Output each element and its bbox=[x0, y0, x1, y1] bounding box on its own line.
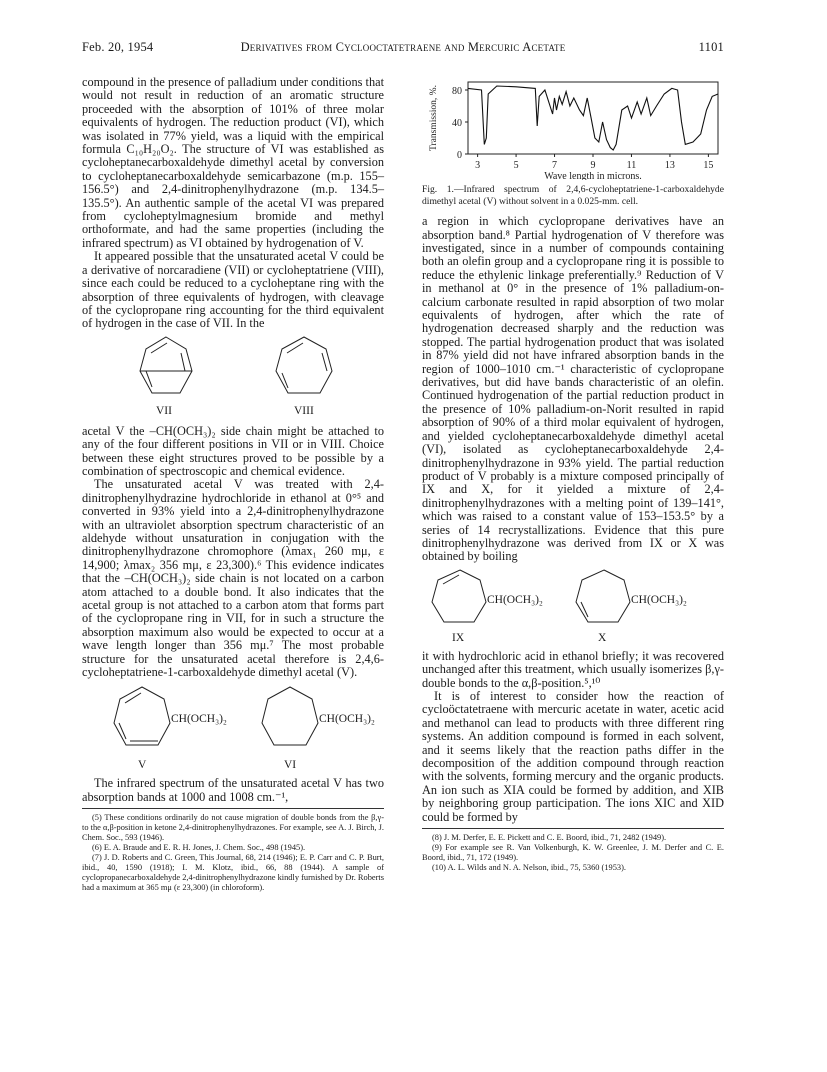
substituent-label: CH(OCH₃)₂ bbox=[487, 593, 543, 606]
running-header bbox=[82, 40, 724, 58]
header-date: Feb. 20, 1954 bbox=[82, 40, 154, 54]
y-tick-label: 80 bbox=[452, 86, 462, 97]
structures-v-vi bbox=[82, 679, 384, 777]
spectrum-series-line bbox=[468, 86, 718, 150]
cycloheptane-acetal-ring bbox=[262, 687, 318, 745]
cycloheptatriene-acetal-ring bbox=[114, 687, 170, 745]
structures-vii-viii bbox=[82, 331, 384, 425]
structure-label-v: V bbox=[138, 759, 147, 772]
body-paragraph: The infrared spectrum of the unsaturated acetal V has two absorption bands at 1000 and 1008 cm.⁻¹, bbox=[82, 776, 384, 804]
footnote-divider bbox=[422, 828, 724, 829]
x-axis-label: Wave length in microns. bbox=[544, 171, 642, 180]
x-tick-label: 9 bbox=[590, 160, 596, 171]
ir-spectrum-chart bbox=[422, 76, 724, 180]
body-paragraph: compound in the presence of palladium under conditions that would not result in reduction of an aromatic structure proceeded with the absorption of 101% of three molar equivalents of hydrogen. The reduction product (VI), which was isolated in 77% yield, was a liquid with the empirical formula C₁₀H₂₀O₂. The structure of VI was established as cycloheptanecarboxaldehyde dimethyl acetal by conversion to cycloheptanecarboxaldehyde semicarbazone (m.p. 155–156.5°) and 2,4-dinitrophenylhydrazone (m.p. 134.5–135.5°). An authentic sample of the acetal VI was prepared from cycloheptylmagnesium bromide and methyl orthoformate, and had the same properties (including the infrared spectrum) as VI obtained by hydrogenation of V. bbox=[82, 75, 384, 250]
ir-spectrum-svg bbox=[422, 76, 724, 180]
structure-label-viii: VIII bbox=[294, 404, 314, 417]
substituent-label: CH(OCH₃)₂ bbox=[171, 713, 227, 726]
footnote: (10) A. L. Wilds and N. A. Nelson, ibid., 75, 5360 (1953). bbox=[432, 863, 626, 873]
cycloheptatriene-ring bbox=[276, 337, 332, 393]
cycloheptene-ring-x bbox=[576, 570, 630, 622]
body-paragraph: It is of interest to consider how the reaction of cycloöctatetraene with mercuric acetate in water, acetic acid and methanol can lead to products with three different ring systems. An addition compound is formed in each solvent, and it seems likely that the reaction paths differ in the decomposition of the addition compound through reaction with the solvents, forming mercury and the organic products. An ion such as XIA could be formed by addition, and XIB by neighboring group participation. The ions XIC and XID could be formed by bbox=[422, 688, 724, 824]
structure-label-ix: IX bbox=[452, 631, 465, 644]
ring-structures-drawing bbox=[82, 331, 384, 425]
figure-caption: Fig. 1.—Infrared spectrum of 2,4,6-cycloheptatriene-1-carboxaldehyde dimethyl acetal (V) without solvent in a 0.025-mm. cell. bbox=[422, 184, 724, 207]
left-column bbox=[82, 76, 384, 893]
footnote-divider bbox=[82, 808, 384, 809]
structures-ix-x bbox=[422, 564, 724, 650]
substituent-label: CH(OCH₃)₂ bbox=[631, 593, 687, 606]
x-tick-label: 11 bbox=[626, 160, 637, 171]
structure-label-vii: VII bbox=[156, 404, 172, 417]
body-paragraph: a region in which cyclopropane derivatives have an absorption band.⁸ Partial hydrogenation of V therefore was investigated, since in a number of compounds containing both an olefin group and a cyclopropane ring it is possible to reduce the ethylenic linkage preferentially.⁹ Reduction of V in methanol at 0° in the presence of 1% palladium-on-calcium carbonate resulted in rapid absorption of two molar equivalents of hydrogen, after which the rate of hydrogenation decreased sharply and the reduction was stopped. The partial hydrogenation product that was isolated in 87% yield did not have infrared absorption bands in the region of 1000–1010 cm.⁻¹ characteristic of cyclopropane derivatives, but did have bands characteristic of an olefin. Continued hydrogenation of the partial reduction product in the presence of 10% palladium-on-Norit resulted in rapid absorption of 90% of a third molar equivalent of hydrogen, and yielded cycloheptanecarboxaldehyde dimethyl acetal (VI), isolated as cycloheptanecarboxaldehyde 2,4-dinitrophenylhydrazone in 93% yield. The partial reduction product of V probably is a mixture composed principally of IX and X, for it yielded a mixture of 2,4-dinitrophenylhydrazones with a melting point of 139–141°, which was raised to a constant value of 153–153.5° by a series of 14 recrystallizations. Evidence that this pure dinitrophenylhydrazone was derived from IX or X was obtained by boiling bbox=[422, 214, 724, 564]
substituent-label: CH(OCH₃)₂ bbox=[319, 713, 375, 726]
footnote: (5) These conditions ordinarily do not cause migration of double bonds from the β,γ- to the α,β-position in ketone 2,4-dinitrophenylhydrazones. For example, see A. J. Birch, J. Chem. Soc., 593 (1946). bbox=[82, 813, 384, 843]
body-paragraph: It appeared possible that the unsaturated acetal V could be a derivative of norcaradiene (VII) or cycloheptatriene (VIII), since each could be reduced to a cycloheptane ring with the absorption of three equivalents of hydrogen, with cleavage of the cyclopropane ring accounting for the third equivalent of hydrogen in the case of VII. In the bbox=[82, 249, 384, 331]
x-tick-label: 13 bbox=[664, 160, 675, 171]
body-paragraph: acetal V the –CH(OCH₃)₂ side chain might be attached to any of the four different positions in VII or in VIII. Choice between these eight structures proved to be possible by a combination of spectroscopic and chemical evidence. bbox=[82, 423, 384, 478]
y-tick-label: 0 bbox=[457, 150, 462, 161]
footnote: (7) J. D. Roberts and C. Green, This Journal, 68, 214 (1946); E. P. Carr and C. P. Burt, ibid., 40, 1590 (1918); I. M. Klotz, ibid., 66, 88 (1944). A sample of cyclopropanecarboxaldehyde 2,4-dinitrophenylhydrazone kindly furnished by Dr. Roberts had a maximum at 365 mμ (ε 23,300) (in chloroform). bbox=[82, 853, 384, 893]
footnote: (8) J. M. Derfer, E. E. Pickett and C. E. Boord, ibid., 71, 2482 (1949). bbox=[432, 833, 667, 843]
right-column bbox=[422, 76, 724, 873]
y-axis-label: Transmission, %. bbox=[429, 85, 439, 151]
footnote: (6) E. A. Braude and E. R. H. Jones, J. Chem. Soc., 498 (1945). bbox=[92, 843, 306, 853]
structure-label-vi: VI bbox=[284, 759, 297, 772]
cycloheptene-ring-ix bbox=[432, 570, 486, 622]
footnote: (9) For example see R. Van Volkenburgh, K. W. Greenlee, J. M. Derfer and C. E. Boord, ibid., 71, 172 (1949). bbox=[422, 843, 724, 863]
x-tick-label: 3 bbox=[475, 160, 481, 171]
x-tick-label: 7 bbox=[552, 160, 558, 171]
ring-structures-drawing bbox=[422, 564, 724, 650]
ring-structures-drawing bbox=[82, 679, 384, 777]
x-tick-label: 5 bbox=[513, 160, 519, 171]
norcaradiene-ring bbox=[140, 337, 192, 393]
body-paragraph: it with hydrochloric acid in ethanol briefly; it was recovered unchanged after this treatment, which usually isomerizes β,γ-double bonds to the α,β-position.⁵,¹⁰ bbox=[422, 648, 724, 690]
header-page-number: 1101 bbox=[698, 40, 724, 54]
header-title: Derivatives from Cyclooctatetraene and Mercuric Acetate bbox=[240, 40, 566, 54]
y-tick-label: 40 bbox=[452, 118, 462, 129]
x-tick-label: 15 bbox=[703, 160, 714, 171]
structure-label-x: X bbox=[598, 631, 607, 644]
body-paragraph: The unsaturated acetal V was treated with 2,4-dinitrophenylhydrazine hydrochloride in ethanol at 0°⁵ and converted in 93% yield into a 2,4-dinitrophenylhydrazone with an ultraviolet absorption spectrum characteristic of an aldehyde without unsaturation in conjugation with the dinitrophenylhydrazone chromophore (λmax₁ 260 mμ, ε 14,900; λmax₂ 356 mμ, ε 23,300).⁶ This evidence indicates that the –CH(OCH₃)₂ side chain is not located on a carbon atom attached to a double bond. It also indicates that the acetal group is not attached to a carbon atom that forms part of the cyclopropane ring in VII, for in such a structure the absorption maximum also would be expected to occur at a wave length longer than 356 mμ.⁷ The most probable structure for the unsaturated acetal therefore is 2,4,6-cycloheptatriene-1-carboxaldehyde dimethyl acetal (V). bbox=[82, 477, 384, 680]
